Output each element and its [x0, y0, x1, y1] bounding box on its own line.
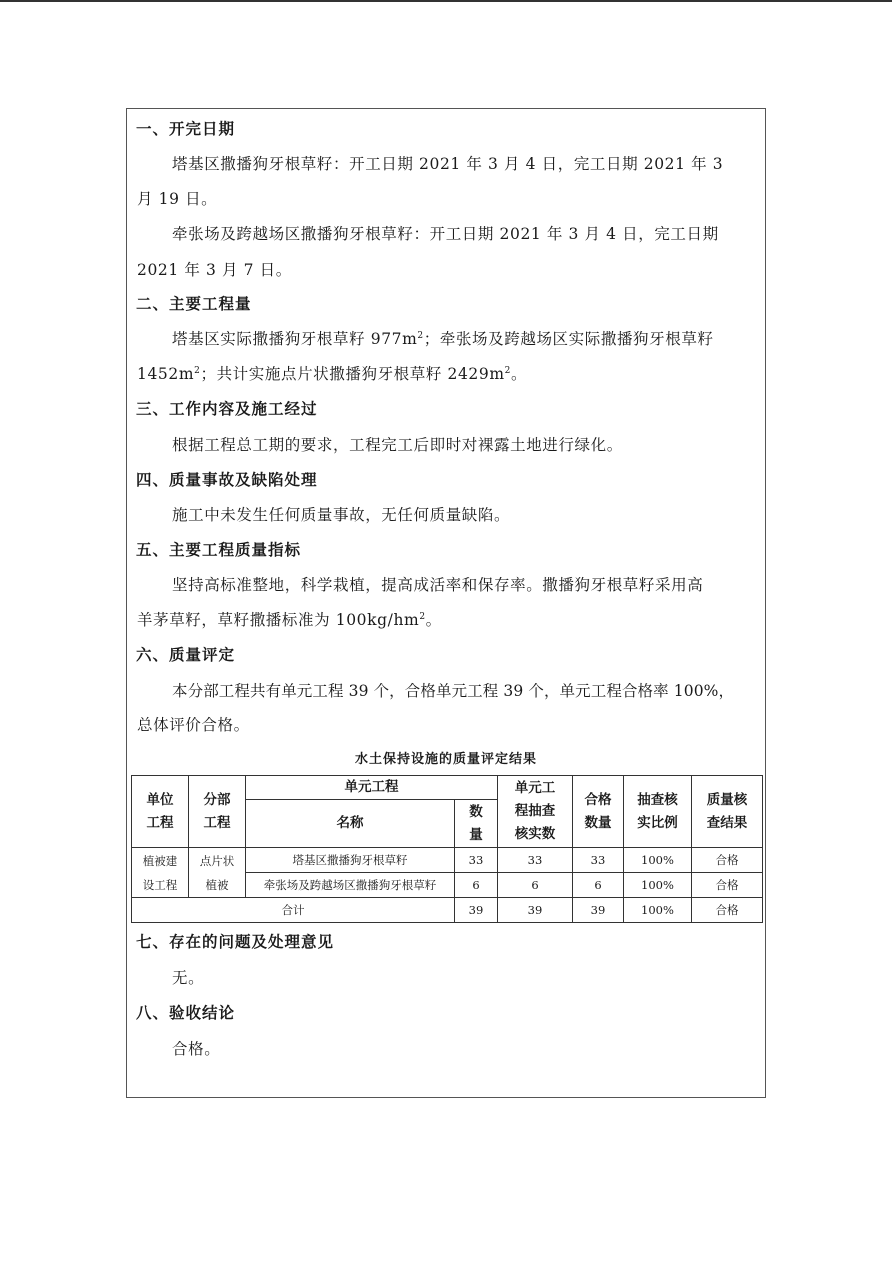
table-row [132, 848, 763, 873]
row-ratio: 100% [624, 873, 692, 898]
header-count: 数 量 [455, 800, 498, 848]
total-passed: 39 [573, 898, 624, 923]
evaluation-line-2: 总体评价合格。 [137, 716, 250, 734]
section-title-accident: 四、质量事故及缺陷处理 [136, 470, 318, 489]
section-title-work: 三、工作内容及施工经过 [136, 399, 318, 418]
row-count: 6 [455, 873, 498, 898]
row-passed: 6 [573, 873, 624, 898]
quantity-line-2: $1452m^2$；共计实施点片状撒播狗牙根草籽 $2429m^2$。 [137, 365, 528, 383]
issues-text: 无。 [172, 969, 205, 987]
conclusion-text: 合格。 [172, 1040, 221, 1058]
row-name: 牵张场及跨越场区撒播狗牙根草籽 [246, 873, 455, 898]
header-check-ratio: 抽查核 实比例 [624, 776, 692, 848]
sub-name-cell: 点片状 植被 [189, 848, 246, 898]
total-ratio: 100% [624, 898, 692, 923]
row-result: 合格 [692, 873, 763, 898]
table-total-row [132, 898, 763, 923]
dates-line-2: 月 19 日。 [137, 190, 218, 208]
header-checked-count: 单元工 程抽查 核实数 [498, 776, 573, 848]
total-label: 合计 [132, 898, 455, 923]
row-checked: 33 [498, 848, 573, 873]
row-count: 33 [455, 848, 498, 873]
row-passed: 33 [573, 848, 624, 873]
indicators-line-1: 坚持高标准整地，科学栽植，提高成活率和保存率。撒播狗牙根草籽采用高 [172, 576, 704, 594]
dates-line-1: 塔基区撒播狗牙根草籽：开工日期 2021 年 3 月 4 日，完工日期 2021 年 3 [172, 155, 724, 173]
row-result: 合格 [692, 848, 763, 873]
total-result: 合格 [692, 898, 763, 923]
row-checked: 6 [498, 873, 573, 898]
indicators-line-2: 羊茅草籽，草籽撒播标准为 $100kg/hm^2$。 [137, 611, 442, 629]
accident-text: 施工中未发生任何质量事故，无任何质量缺陷。 [172, 506, 511, 524]
top-border-line [0, 0, 892, 2]
work-text: 根据工程总工期的要求，工程完工后即时对裸露土地进行绿化。 [172, 436, 623, 454]
header-passed-count: 合格 数量 [573, 776, 624, 848]
header-unit-project: 单位 工程 [132, 776, 189, 848]
dates-line-3: 牵张场及跨越场区撒播狗牙根草籽：开工日期 2021 年 3 月 4 日，完工日期 [172, 225, 719, 243]
quality-table [131, 775, 763, 923]
section-title-indicators: 五、主要工程质量指标 [136, 540, 302, 559]
section-title-evaluation: 六、质量评定 [136, 645, 236, 664]
section-title-issues: 七、存在的问题及处理意见 [136, 932, 335, 951]
section-title-conclusion: 八、验收结论 [136, 1003, 236, 1022]
header-name: 名称 [246, 800, 455, 848]
dates-line-4: 2021 年 3 月 7 日。 [137, 261, 292, 279]
table-title: 水土保持设施的质量评定结果 [354, 752, 537, 767]
row-ratio: 100% [624, 848, 692, 873]
header-sub-project: 分部 工程 [189, 776, 246, 848]
total-checked: 39 [498, 898, 573, 923]
quantity-line-1: 塔基区实际撒播狗牙根草籽 $977m^2$；牵张场及跨越场区实际撒播狗牙根草籽 [172, 330, 714, 348]
unit-name-cell: 植被建 设工程 [132, 848, 189, 898]
evaluation-line-1: 本分部工程共有单元工程 39 个，合格单元工程 39 个，单元工程合格率 100%， [172, 682, 735, 700]
section-title-quantity: 二、主要工程量 [136, 294, 252, 313]
header-check-result: 质量核 查结果 [692, 776, 763, 848]
header-element-project: 单元工程 [246, 776, 498, 800]
row-name: 塔基区撒播狗牙根草籽 [246, 848, 455, 873]
section-title-dates: 一、开完日期 [136, 119, 236, 138]
total-count: 39 [455, 898, 498, 923]
